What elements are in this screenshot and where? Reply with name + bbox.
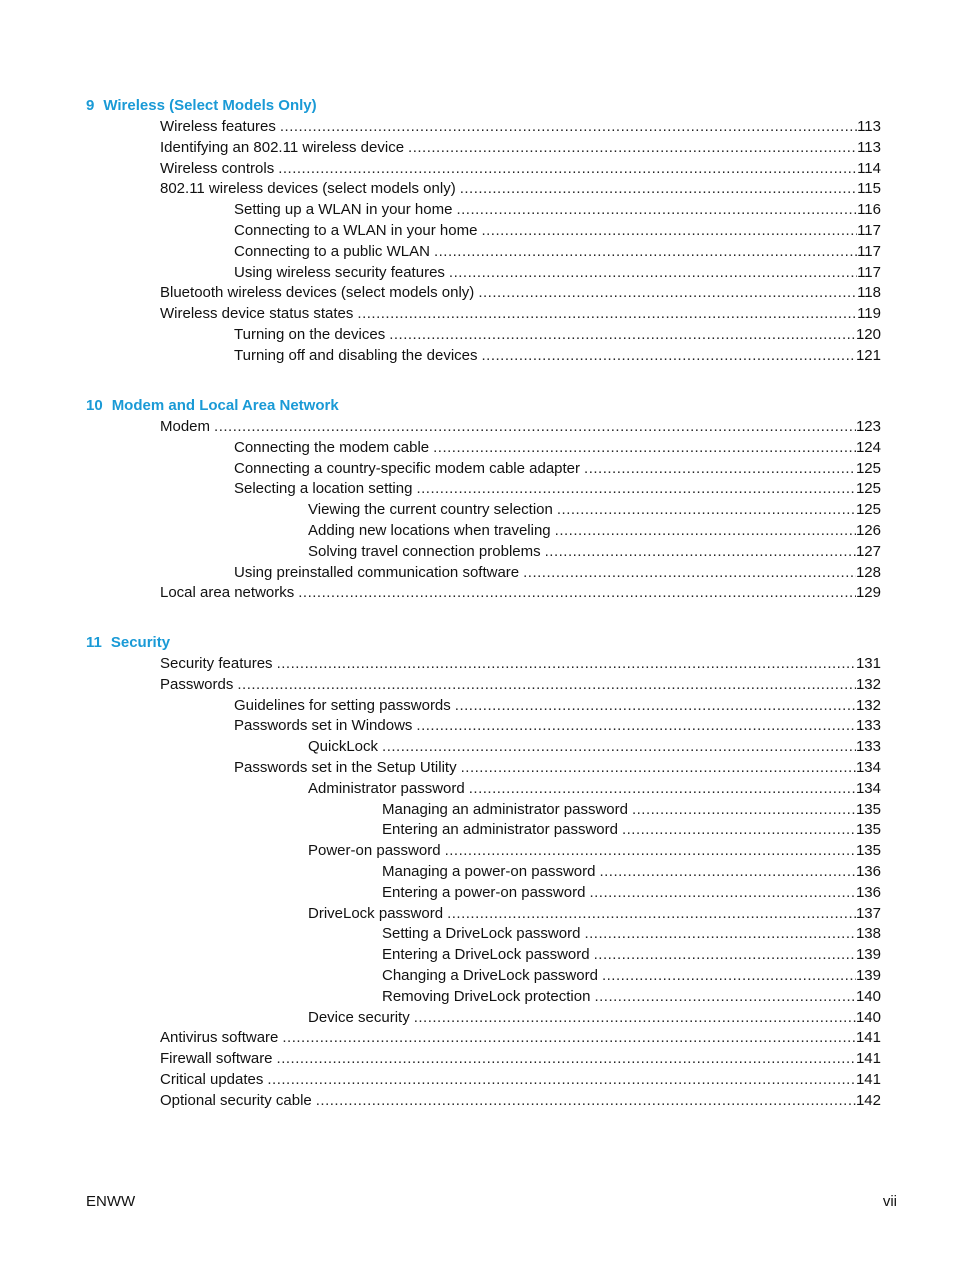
dot-leader [445, 841, 856, 861]
toc-entry[interactable] [160, 159, 881, 179]
dot-leader [416, 479, 856, 499]
toc-entry[interactable] [308, 904, 881, 924]
toc-entry-title: Antivirus software [160, 1029, 279, 1047]
dot-leader [434, 242, 857, 262]
dot-leader [214, 417, 856, 437]
dot-leader [316, 1091, 856, 1111]
toc-entry-title: Connecting a country-specific modem cable adapter [234, 459, 581, 477]
chapter-number: 10 [86, 397, 103, 414]
toc-entry[interactable] [234, 696, 881, 716]
dot-leader [298, 583, 856, 603]
toc-entry[interactable] [160, 138, 881, 158]
toc-entry-title: Passwords set in Windows [234, 717, 413, 735]
toc-entry[interactable] [160, 654, 881, 674]
toc-entry[interactable] [234, 242, 881, 262]
dot-leader [277, 654, 856, 674]
toc-entry[interactable] [234, 716, 881, 736]
toc-entry-page: 142 [855, 1091, 881, 1109]
dot-leader [460, 179, 857, 199]
toc-entry-page: 113 [857, 118, 881, 135]
chapter-heading[interactable] [86, 633, 170, 653]
toc-entry-title: Viewing the current country selection [308, 501, 553, 519]
dot-leader [622, 820, 856, 840]
toc-entry-page: 120 [855, 326, 881, 343]
toc-entry[interactable] [308, 779, 881, 799]
toc-entry[interactable] [234, 200, 881, 220]
toc-entry[interactable] [234, 459, 881, 479]
toc-entry[interactable] [160, 283, 881, 303]
toc-entry-title: Removing DriveLock protection [382, 987, 591, 1005]
toc-entry-title: Turning on the devices [234, 326, 386, 343]
dot-leader [461, 758, 856, 778]
toc-entry-title: 802.11 wireless devices (select models only) [160, 180, 456, 198]
toc-entry-page: 131 [855, 655, 881, 672]
dot-leader [456, 200, 857, 220]
toc-entry-title: Device security [308, 1008, 410, 1026]
dot-leader [278, 159, 857, 179]
dot-leader [469, 779, 856, 799]
toc-entry-title: Using preinstalled communication software [234, 563, 520, 581]
toc-entry[interactable] [160, 583, 881, 603]
dot-leader [280, 117, 857, 137]
toc-entry-page: 137 [855, 904, 881, 922]
toc-entry[interactable] [160, 417, 881, 437]
toc-entry-page: 129 [855, 584, 881, 602]
toc-entry-page: 135 [855, 821, 881, 839]
dot-leader [416, 716, 856, 736]
toc-entry[interactable] [160, 1028, 881, 1048]
toc-entry-title: Managing an administrator password [382, 800, 628, 818]
dot-leader [594, 987, 856, 1007]
toc-entry[interactable] [308, 1008, 881, 1028]
toc-entry-title: Connecting to a public WLAN [234, 242, 430, 260]
toc-entry-page: 134 [855, 759, 881, 776]
toc-entry-page: 140 [855, 987, 881, 1005]
toc-entry-page: 126 [855, 522, 881, 539]
toc-entry-title: Setting a DriveLock password [382, 925, 581, 943]
dot-leader [277, 1049, 856, 1069]
toc-entry-title: Entering a power-on password [382, 883, 586, 901]
toc-entry[interactable] [234, 758, 881, 778]
toc-entry-title: Guidelines for setting passwords [234, 696, 451, 714]
footer-page-number: vii [882, 1193, 897, 1210]
toc-entry-title: QuickLock [308, 738, 379, 756]
toc-entry-page: 132 [855, 696, 881, 714]
toc-entry-page: 117 [857, 263, 881, 281]
toc-entry-page: 118 [857, 284, 881, 302]
toc-entry-page: 138 [855, 925, 881, 943]
toc-entry[interactable] [234, 346, 881, 366]
toc-entry-title: Critical updates [160, 1071, 264, 1088]
toc-entry-title: Connecting the modem cable [234, 438, 430, 456]
dot-leader [357, 304, 857, 324]
dot-leader [408, 138, 857, 158]
toc-entry-page: 135 [855, 842, 881, 860]
toc-entry-page: 117 [857, 242, 881, 260]
toc-entry-page: 134 [855, 779, 881, 797]
dot-leader [599, 862, 856, 882]
toc-entry-title: Passwords [160, 675, 234, 693]
toc-entry[interactable] [382, 945, 881, 965]
toc-entry[interactable] [234, 563, 881, 583]
dot-leader [589, 883, 856, 903]
toc-entry-title: Connecting to a WLAN in your home [234, 222, 478, 239]
toc-entry-title: Entering a DriveLock password [382, 946, 590, 964]
dot-leader [584, 924, 856, 944]
dot-leader [447, 904, 856, 924]
toc-entry-title: Identifying an 802.11 wireless device [160, 138, 405, 156]
toc-entry-title: Power-on password [308, 842, 441, 860]
toc-entry-page: 133 [855, 717, 881, 735]
dot-leader [237, 675, 856, 695]
toc-entry-title: Managing a power-on password [382, 863, 596, 880]
chapter-title: Modem and Local Area Network [111, 397, 339, 414]
dot-leader [449, 263, 857, 283]
chapter-number: 11 [86, 634, 102, 651]
toc-entry-page: 136 [855, 883, 881, 901]
toc-entry[interactable] [308, 521, 881, 541]
dot-leader [433, 438, 856, 458]
toc-entry-page: 140 [855, 1008, 881, 1026]
toc-entry-title: Adding new locations when traveling [308, 522, 551, 539]
toc-entry[interactable] [160, 304, 881, 324]
dot-leader [555, 521, 856, 541]
dot-leader [523, 563, 856, 583]
dot-leader [545, 542, 856, 562]
toc-entry-title: DriveLock password [308, 904, 444, 922]
dot-leader [602, 966, 856, 986]
toc-entry[interactable] [160, 179, 881, 199]
toc-entry[interactable] [308, 542, 881, 562]
toc-entry-title: Selecting a location setting [234, 480, 413, 498]
dot-leader [482, 346, 856, 366]
toc-entry[interactable] [160, 1070, 881, 1090]
chapter-heading[interactable] [86, 96, 317, 116]
toc-entry[interactable] [308, 500, 881, 520]
chapter-title: Security [110, 634, 171, 651]
toc-entry-title: Modem [160, 418, 211, 435]
toc-entry-page: 132 [855, 675, 881, 693]
toc-entry-page: 141 [855, 1050, 881, 1068]
dot-leader [389, 325, 856, 345]
toc-entry[interactable] [234, 221, 881, 241]
toc-entry-page: 125 [855, 501, 881, 519]
toc-entry-page: 141 [855, 1029, 881, 1047]
dot-leader [282, 1028, 856, 1048]
toc-entry-title: Solving travel connection problems [308, 542, 541, 560]
toc-entry[interactable] [382, 966, 881, 986]
toc-entry-page: 133 [855, 738, 881, 756]
toc-entry[interactable] [382, 924, 881, 944]
toc-entry-title: Passwords set in the Setup Utility [234, 759, 457, 776]
toc-entry-title: Wireless features [160, 118, 276, 135]
dot-leader [584, 459, 856, 479]
toc-entry[interactable] [160, 1091, 881, 1111]
toc-entry-page: 127 [855, 542, 881, 560]
toc-entry-page: 114 [857, 159, 881, 177]
dot-leader [632, 800, 856, 820]
toc-entry-title: Entering an administrator password [382, 821, 618, 839]
toc-entry[interactable] [308, 737, 881, 757]
dot-leader [455, 696, 856, 716]
toc-entry-page: 125 [855, 459, 881, 477]
chapter-number: 9 [86, 97, 95, 114]
toc-entry[interactable] [382, 862, 881, 882]
toc-entry[interactable] [382, 883, 881, 903]
footer-publisher-code: ENWW [86, 1193, 136, 1210]
toc-entry-page: 139 [855, 967, 881, 984]
toc-entry-page: 124 [855, 438, 881, 456]
toc-entry-page: 121 [855, 346, 881, 364]
toc-entry[interactable] [160, 117, 881, 137]
chapter-heading[interactable] [86, 396, 339, 416]
toc-entry[interactable] [382, 820, 881, 840]
toc-entry-page: 115 [857, 180, 881, 198]
toc-entry[interactable] [160, 675, 881, 695]
toc-entry-page: 116 [857, 201, 881, 219]
toc-entry-title: Using wireless security features [234, 263, 445, 281]
dot-leader [382, 737, 856, 757]
toc-entry-title: Local area networks [160, 584, 295, 602]
dot-leader [557, 500, 856, 520]
toc-entry-page: 128 [855, 563, 881, 581]
toc-entry-title: Setting up a WLAN in your home [234, 201, 453, 219]
dot-leader [481, 221, 857, 241]
dot-leader [267, 1070, 856, 1090]
toc-entry[interactable] [160, 1049, 881, 1069]
toc-entry[interactable] [234, 263, 881, 283]
toc-entry[interactable] [382, 987, 881, 1007]
toc-entry[interactable] [308, 841, 881, 861]
toc-entry-title: Optional security cable [160, 1091, 312, 1109]
toc-entry-page: 136 [855, 863, 881, 880]
toc-entry-page: 141 [855, 1071, 881, 1088]
toc-entry-title: Changing a DriveLock password [382, 967, 598, 984]
toc-entry-title: Wireless controls [160, 159, 275, 177]
toc-entry-title: Security features [160, 655, 273, 672]
toc-entry[interactable] [234, 325, 881, 345]
toc-entry-page: 123 [855, 418, 881, 435]
toc-entry-page: 135 [855, 800, 881, 818]
toc-entry-page: 125 [855, 480, 881, 498]
toc-entry-page: 113 [857, 138, 881, 156]
toc-entry[interactable] [234, 438, 881, 458]
toc-entry-title: Bluetooth wireless devices (select models only) [160, 284, 475, 302]
toc-entry-title: Wireless device status states [160, 305, 354, 323]
dot-leader [594, 945, 856, 965]
toc-entry-page: 139 [855, 946, 881, 964]
dot-leader [478, 283, 857, 303]
toc-entry-page: 117 [857, 222, 881, 239]
toc-entry-title: Administrator password [308, 779, 465, 797]
toc-entry[interactable] [382, 800, 881, 820]
dot-leader [414, 1008, 856, 1028]
toc-entry-title: Firewall software [160, 1050, 273, 1068]
toc-entry-page: 119 [857, 305, 881, 323]
chapter-title: Wireless (Select Models Only) [103, 97, 317, 114]
toc-entry-title: Turning off and disabling the devices [234, 346, 478, 364]
toc-entry[interactable] [234, 479, 881, 499]
